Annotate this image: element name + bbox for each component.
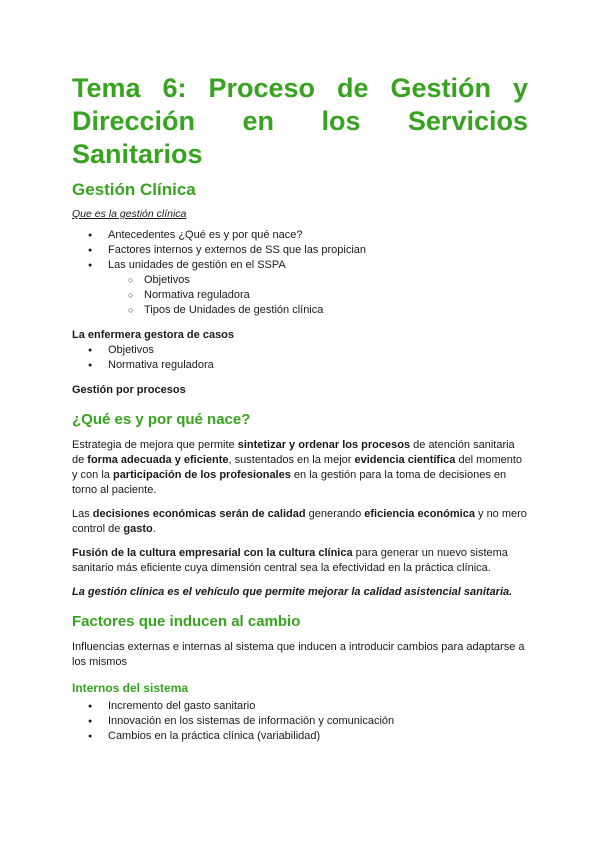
list-item: ● Incremento del gasto sanitario	[72, 699, 528, 714]
list-item: ● Innovación en los sistemas de información y comunicación	[72, 714, 528, 729]
list-item: ● Las unidades de gestión en el SSPA	[72, 258, 528, 273]
section-heading-que-es: ¿Qué es y por qué nace?	[72, 411, 251, 428]
section-heading-factores: Factores que inducen al cambio	[72, 613, 301, 630]
text-bold: forma adecuada y eficiente	[87, 454, 229, 466]
list-item: ● Cambios en la práctica clínica (variabilidad)	[72, 729, 528, 744]
list-item: ○ Tipos de Unidades de gestión clínica	[72, 303, 528, 318]
sub-topic-list	[72, 273, 528, 318]
text-bold: eficiencia económica	[364, 508, 475, 520]
list-item: ○ Normativa reguladora	[72, 288, 528, 303]
paragraph-estrategia	[72, 438, 528, 498]
text: , sustentados en la mejor	[228, 454, 355, 466]
text: en la gestión para la toma de decisiones en torno al paciente.	[72, 469, 507, 496]
subsection-heading-internos: Internos del sistema	[72, 681, 189, 695]
paragraph-influencias: Influencias externas e internas al sistema que inducen a introducir cambios para adaptarse a los mismos	[72, 641, 525, 668]
text-bold: participación de los profesionales	[112, 469, 291, 481]
list-item: ● Objetivos	[72, 343, 528, 358]
text-bold: gasto	[123, 523, 153, 535]
text: .	[152, 523, 156, 535]
nurse-heading: La enfermera gestora de casos	[72, 329, 235, 341]
list-item: ● Factores internos y externos de SS que las propician	[72, 243, 528, 258]
process-heading: Gestión por procesos	[72, 384, 186, 396]
text: de atención sanitaria de	[72, 439, 515, 466]
text: Estrategia de mejora que permite	[72, 439, 238, 451]
text-bold: Fusión de la cultura empresarial con la cultura clínica	[72, 547, 353, 559]
page-title: Tema 6: Proceso de Gestión y Dirección en los Servicios Sanitarios	[72, 73, 528, 169]
text: del momento y con la	[72, 454, 523, 481]
text-bold: sintetizar y ordenar los procesos	[237, 439, 411, 451]
paragraph-fusion	[72, 546, 528, 576]
list-item: ● Normativa reguladora	[72, 358, 528, 373]
paragraph-vehiculo: La gestión clínica es el vehículo que permite mejorar la calidad asistencial sanitaria.	[72, 586, 513, 598]
list-item: ● Antecedentes ¿Qué es y por qué nace?	[72, 228, 528, 243]
list-item: ○ Objetivos	[72, 273, 528, 288]
text: generando	[305, 508, 365, 520]
document-page	[72, 72, 528, 744]
subtitle-que-es: Que es la gestión clínica	[72, 208, 187, 220]
text: para generar un nuevo sistema sanitario más eficiente cuya dimensión central sea la efectividad en la práctica clínica.	[72, 547, 508, 574]
text: y no mero control de	[72, 508, 527, 535]
text-bold: decisiones económicas serán de calidad	[92, 508, 306, 520]
text: Las	[72, 508, 93, 520]
topic-list	[72, 228, 528, 273]
text-bold: evidencia científica	[354, 454, 456, 466]
internos-list	[72, 699, 528, 744]
paragraph-decisiones	[72, 507, 528, 537]
section-heading-gestion-clinica: Gestión Clínica	[72, 180, 196, 199]
nurse-list	[72, 343, 528, 373]
